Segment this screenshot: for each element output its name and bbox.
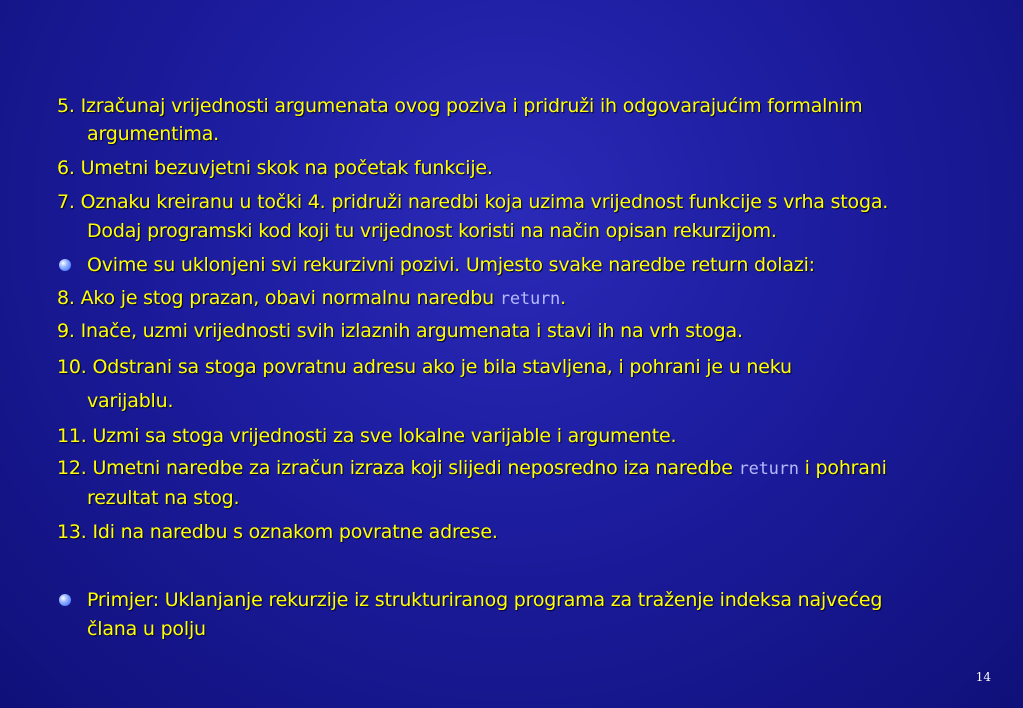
bullet-2-line-1: Primjer: Uklanjanje rekurzije iz strukturiranog programa za traženje indeksa najvećeg xyxy=(87,589,883,611)
item-5-line-1: 5. Izračunaj vrijednosti argumenata ovog poziva i pridruži ih odgovarajućim formalnim xyxy=(57,95,863,117)
item-13: 13. Idi na naredbu s oznakom povratne adrese. xyxy=(57,521,498,543)
page-number: 14 xyxy=(975,670,991,684)
bullet-2-line-2: člana u polju xyxy=(87,618,206,640)
item-8-code: return xyxy=(499,289,561,309)
item-11: 11. Uzmi sa stoga vrijednosti za sve lokalne varijable i argumente. xyxy=(57,425,677,447)
item-10-line-2: varijablu. xyxy=(87,390,174,412)
item-8-end: . xyxy=(560,287,566,309)
item-12-end: i pohrani xyxy=(798,457,887,479)
bullet-icon xyxy=(59,594,71,606)
item-12-code: return xyxy=(738,459,799,479)
bullet-icon xyxy=(59,259,71,271)
item-8-text: 8. Ako je stog prazan, obavi normalnu naredbu xyxy=(57,287,500,309)
item-7-line-1: 7. Oznaku kreiranu u točki 4. pridruži naredbi koja uzima vrijednost funkcije s vrha stoga. xyxy=(57,191,889,213)
bullet-1-text: Ovime su uklonjeni svi rekurzivni pozivi. Umjesto svake naredbe return dolazi: xyxy=(87,254,815,276)
item-12-line-2: rezultat na stog. xyxy=(87,487,240,509)
item-10-line-1: 10. Odstrani sa stoga povratnu adresu ako je bila stavljena, i pohrani je u neku xyxy=(57,356,792,378)
item-12-line-1 xyxy=(57,454,887,483)
item-6: 6. Umetni bezuvjetni skok na početak funkcije. xyxy=(57,157,493,179)
item-9: 9. Inače, uzmi vrijednosti svih izlaznih argumenata i stavi ih na vrh stoga. xyxy=(57,320,743,342)
item-8 xyxy=(57,284,566,313)
item-12-text: 12. Umetni naredbe za izračun izraza koji slijedi neposredno iza naredbe xyxy=(57,457,739,479)
item-7-line-2: Dodaj programski kod koji tu vrijednost koristi na način opisan rekurzijom. xyxy=(87,220,777,242)
item-5-line-2: argumentima. xyxy=(87,123,219,145)
